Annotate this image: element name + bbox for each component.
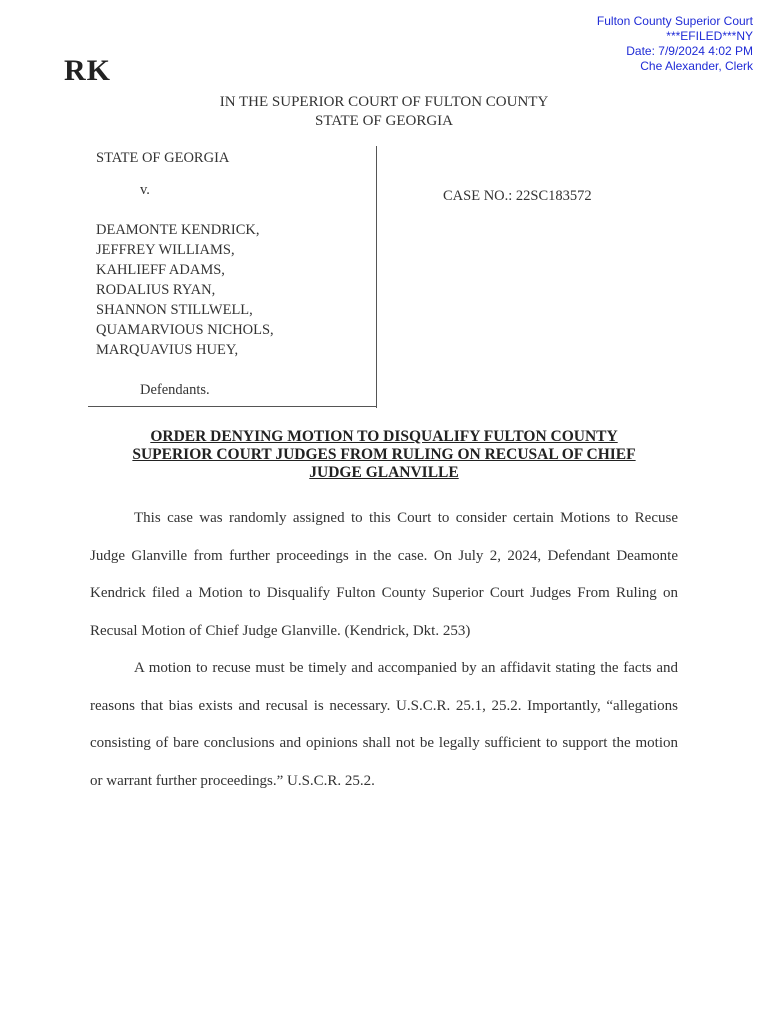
stamp-efiled: ***EFILED***NY bbox=[666, 29, 753, 43]
court-heading bbox=[0, 93, 768, 131]
defendants-label: Defendants. bbox=[140, 382, 210, 398]
defendant-name: SHANNON STILLWELL, bbox=[96, 302, 253, 318]
court-state: STATE OF GEORGIA bbox=[315, 113, 453, 129]
caption-divider-horizontal bbox=[88, 406, 377, 407]
stamp-court: Fulton County Superior Court bbox=[596, 14, 753, 28]
defendant-list bbox=[96, 220, 274, 360]
case-caption bbox=[96, 148, 274, 400]
order-title-line: JUDGE GLANVILLE bbox=[309, 464, 459, 481]
case-number: CASE NO.: 22SC183572 bbox=[443, 188, 592, 204]
defendant-name: DEAMONTE KENDRICK, bbox=[96, 222, 260, 238]
order-title-line: ORDER DENYING MOTION TO DISQUALIFY FULTON COUNTY bbox=[150, 428, 618, 445]
order-title bbox=[90, 428, 678, 482]
defendant-name: QUAMARVIOUS NICHOLS, bbox=[96, 322, 274, 338]
order-body bbox=[90, 500, 678, 800]
defendant-name: MARQUAVIUS HUEY, bbox=[96, 342, 239, 358]
defendant-name: RODALIUS RYAN, bbox=[96, 282, 216, 298]
stamp-date: Date: 7/9/2024 4:02 PM bbox=[626, 44, 753, 58]
order-title-line: SUPERIOR COURT JUDGES FROM RULING ON RECUSAL OF CHIEF bbox=[132, 446, 636, 463]
paragraph: A motion to recuse must be timely and accompanied by an affidavit stating the facts and reasons that bias exists and recusal is necessary. U.S.C.R. 25.1, 25.2. Importantly, “allegations consisting of bare conclusions and opinions shall not be legally sufficient to support the motion or warrant further proceedings.” U.S.C.R. 25.2. bbox=[90, 660, 678, 789]
judge-initials: RK bbox=[64, 54, 111, 87]
efiled-stamp bbox=[597, 14, 753, 74]
stamp-clerk: Che Alexander, Clerk bbox=[640, 59, 753, 73]
defendant-name: JEFFREY WILLIAMS, bbox=[96, 242, 235, 258]
caption-divider-vertical bbox=[376, 146, 377, 408]
defendant-name: KAHLIEFF ADAMS, bbox=[96, 262, 225, 278]
plaintiff: STATE OF GEORGIA bbox=[96, 150, 230, 166]
paragraph: This case was randomly assigned to this Court to consider certain Motions to Recuse Judge Glanville from further proceedings in the case. On July 2, 2024, Defendant Deamonte Kendrick filed a Motion to Disqualify Fulton County Superior Court Judges From Ruling on Recusal Motion of Chief Judge Glanville. (Kendrick, Dkt. 253) bbox=[90, 510, 678, 639]
versus: v. bbox=[140, 182, 150, 198]
court-name: IN THE SUPERIOR COURT OF FULTON COUNTY bbox=[219, 94, 549, 110]
